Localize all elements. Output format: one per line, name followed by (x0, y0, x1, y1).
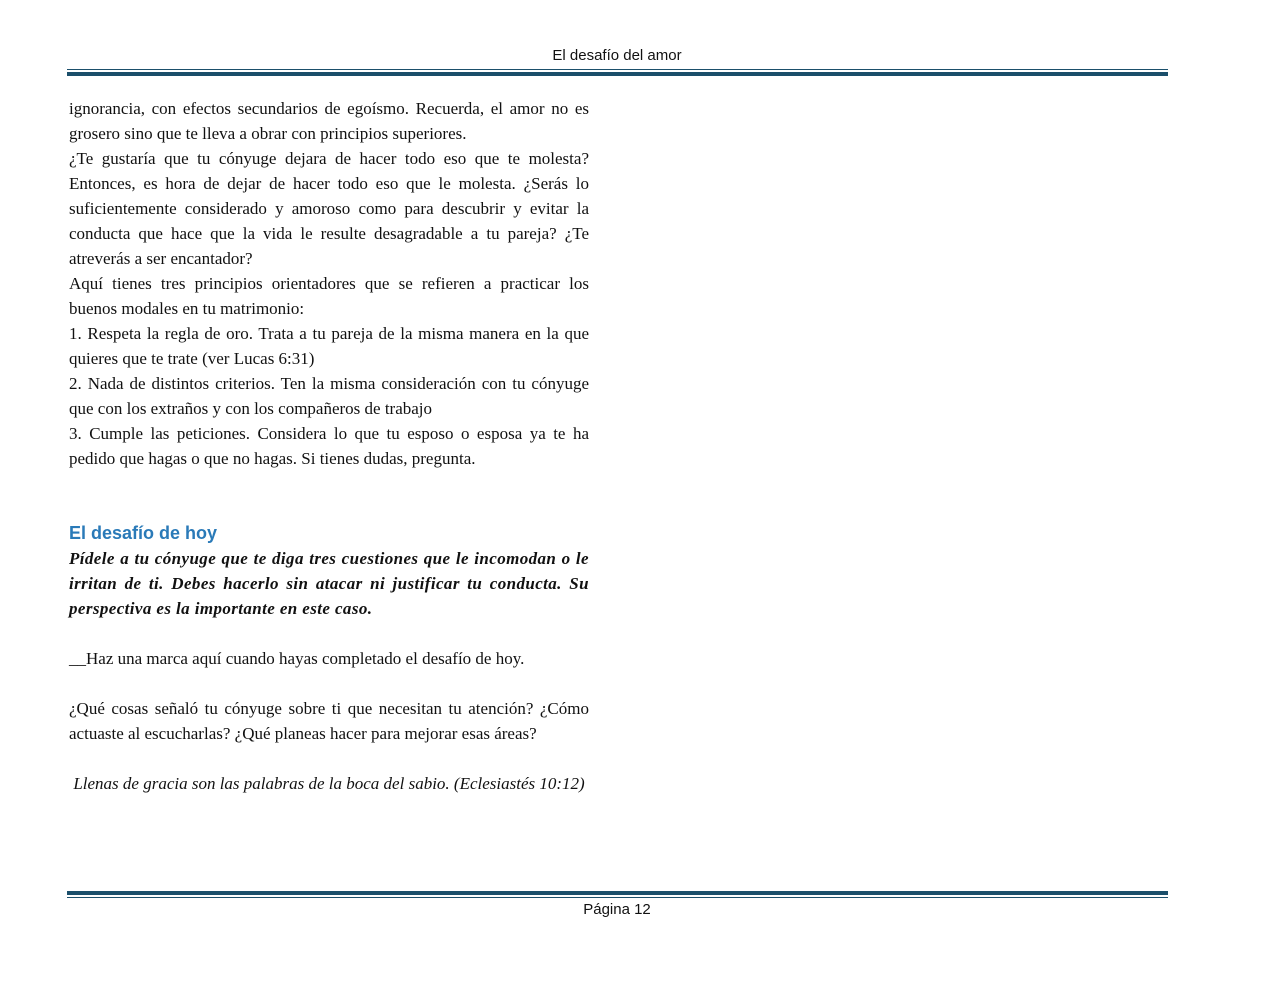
page-number: Página 12 (583, 901, 651, 918)
principle-item-3: 3. Cumple las peticiones. Considera lo que tu esposo o esposa ya te ha pedido que hagas o que no hagas. Si tienes dudas, pregunta. (69, 424, 589, 468)
paragraph-principles-intro: Aquí tienes tres principios orientadores que se refieren a practicar los buenos modales en tu matrimonio: (69, 274, 589, 318)
paragraph-intro: ignorancia, con efectos secundarios de egoísmo. Recuerda, el amor no es grosero sino que te lleva a obrar con principios superiores. (69, 99, 589, 143)
paragraph-question: ¿Te gustaría que tu cónyuge dejara de hacer todo eso que te molesta? Entonces, es hora de dejar de hacer todo eso que le molesta. ¿Serás lo suficientemente considerado y amoroso como para descubrir y evitar la conducta que hace que la vida le resulte desagradable a tu pareja? ¿Te atreverás a ser encantador? (69, 149, 589, 268)
header-rule-thin (67, 69, 1168, 70)
main-column (69, 96, 589, 796)
challenge-heading: El desafío de hoy (69, 523, 218, 543)
spacer (69, 621, 589, 646)
footer-rule-thick (67, 891, 1168, 895)
footer-rule-thin (67, 897, 1168, 898)
principle-item-2: 2. Nada de distintos criterios. Ten la misma consideración con tu cónyuge que con los extraños y con los compañeros de trabajo (69, 374, 589, 418)
header-rule (67, 69, 1168, 76)
header-rule-thick (67, 72, 1168, 76)
scripture-quote: Llenas de gracia son las palabras de la boca del sabio. (Eclesiastés 10:12) (73, 774, 585, 793)
footer-rule (67, 891, 1168, 898)
completion-checkbox-line: __Haz una marca aquí cuando hayas completado el desafío de hoy. (69, 649, 525, 668)
challenge-text: Pídele a tu cónyuge que te diga tres cuestiones que le incomodan o le irritan de ti. Debes hacerlo sin atacar ni justificar tu conducta. Su perspectiva es la importante en este caso. (69, 549, 589, 618)
running-header: El desafío del amor (552, 47, 682, 64)
spacer (69, 746, 589, 771)
spacer (69, 671, 589, 696)
principle-item-1: 1. Respeta la regla de oro. Trata a tu pareja de la misma manera en la que quieres que te trate (ver Lucas 6:31) (69, 324, 589, 368)
reflection-questions: ¿Qué cosas señaló tu cónyuge sobre ti que necesitan tu atención? ¿Cómo actuaste al escucharlas? ¿Qué planeas hacer para mejorar esas áreas? (69, 699, 589, 743)
